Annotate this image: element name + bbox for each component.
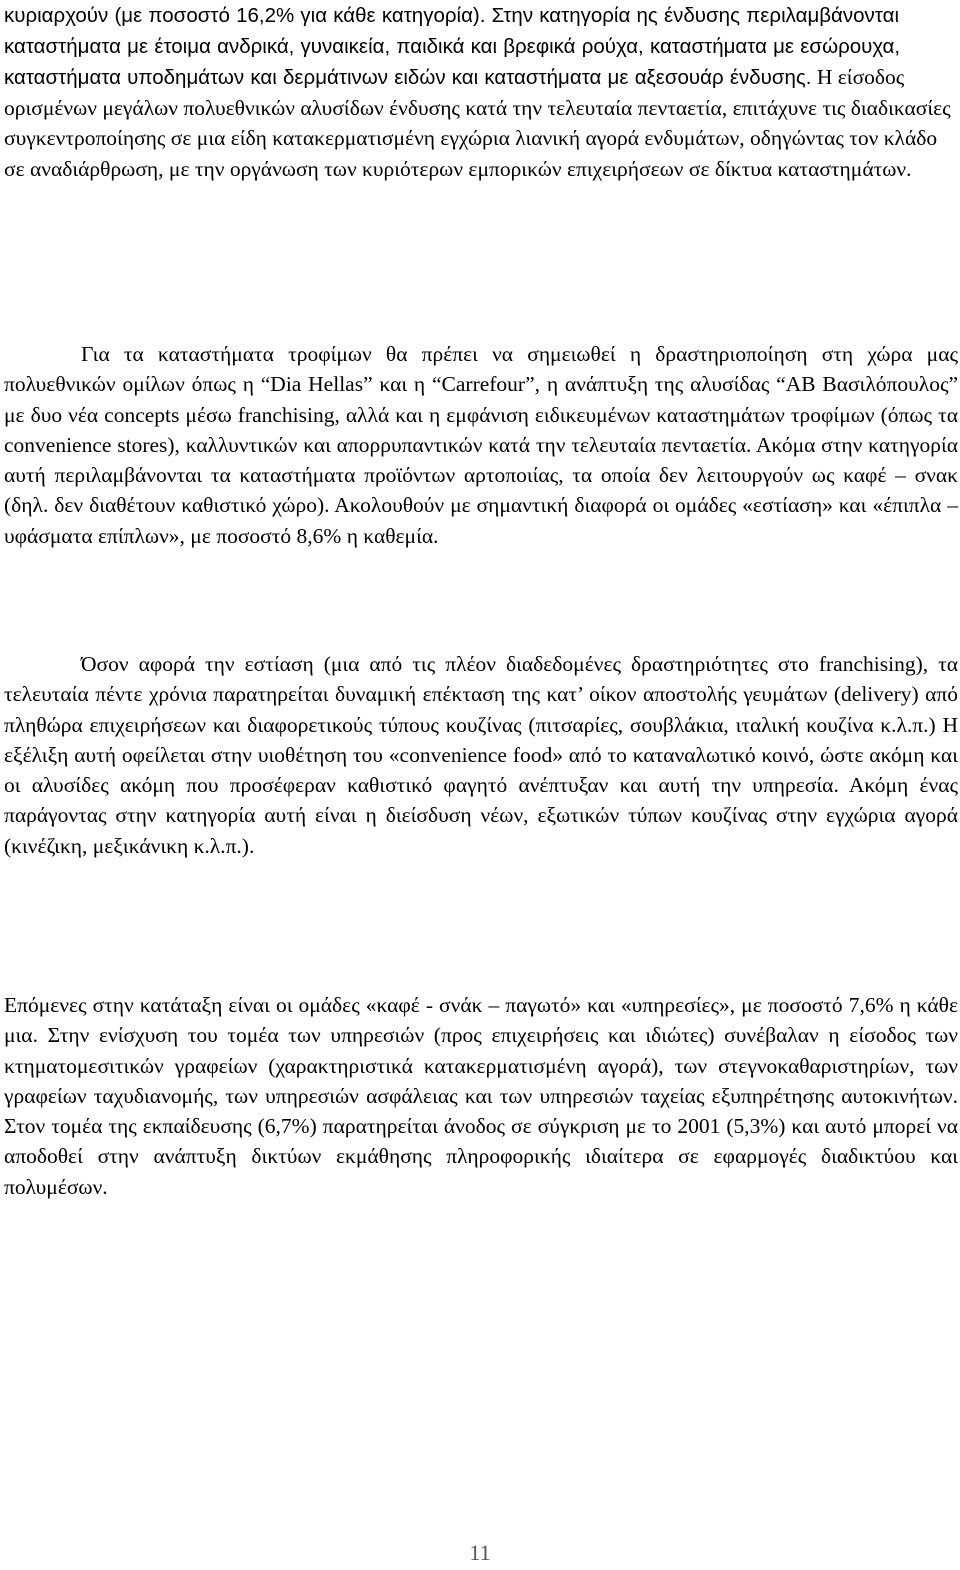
page-number: 11 bbox=[469, 1540, 491, 1565]
paragraph-services-education: Επόμενες στην κατάταξη είναι οι ομάδες «καφέ - σνάκ – παγωτό» και «υπηρεσίες», με ποσοστό 7,6% η κάθε μια. Στην ενίσχυση του τομέα των υπηρεσιών (προς επιχειρήσεις και ιδιώτες) συνέβαλαν η είσοδος των κτηματομεσιτικών γραφείων (χαρακτηριστικά κατακερματισμένη αγορά), των στεγνοκαθαριστηρίων, των γραφείων ταχυδιανομής, των υπηρεσιών ασφάλειας και των υπηρεσιών ταχείας εξυπηρέτησης αυτοκινήτων. Στον τομέα της εκπαίδευσης (6,7%) παρατηρείται άνοδος σε σύγκριση με το 2001 (5,3%) και αυτό μπορεί να αποδοθεί στην ανάπτυξη δικτύων εκμάθησης πληροφορικής ιδιαίτερα σε εφαρμογές διαδικτύου και πολυμέσων. bbox=[4, 993, 958, 1199]
paragraph-food-service: Όσον αφορά την εστίαση (μια από τις πλέον διαδεδομένες δραστηριότητες στο franchising), τα τελευταία πέντε χρόνια παρατηρείται δυναμική επέκταση της κατ’ οίκον αποστολής γευμάτων (delivery) από πληθώρα επιχειρήσεων και διαφορετικούς τύπους κουζίνας (πιτσαρίες, σουβλάκια, ιταλική κουζίνα κ.λ.π.) Η εξέλιξη αυτή οφείλεται στην υιοθέτηση του «convenience food» από το καταναλωτικό κοινό, ώστε ακόμη και οι αλυσίδες ακόμη που προσέφεραν καθιστικό φαγητό ανέπτυξαν και αυτή την υπηρεσία. Ακόμη ένας παράγοντας στην κατηγορία αυτή είναι η διείσδυση νέων, εξωτικών τύπων κουζίνας στην εγχώρια αγορά (κινέζικη, μεξικάνικη κ.λ.π.). bbox=[4, 652, 958, 858]
paragraph-clothing-part-2: Η είσοδος ορισμένων μεγάλων πολυεθνικών αλυσίδων ένδυσης κατά την τελευταία πενταετία, επιτάχυνε τις διαδικασίες συγκεντροποίησης σε μια είδη κατακερματισμένη εγχώρια λιανική αγορά ενδυμάτων, οδηγώντας τον κλάδο σε αναδιάρθρωση, με την οργάνωση των κυριότερων εμπορικών επιχειρήσεων σε δίκτυα καταστημάτων. bbox=[4, 65, 951, 181]
paragraph-clothing-stores bbox=[4, 0, 958, 184]
paragraph-clothing-part-1: κυριαρχούν (με ποσοστό 16,2% για κάθε κατηγορία). Στην κατηγορία ης ένδυσης περιλαμβάνονται καταστήματα με έτοιμα ανδρικά, γυναικεία, παιδικά και βρεφικά ρούχα, καταστήματα με εσώρουχα, καταστήματα υποδημάτων και δερμάτινων ειδών και καταστήματα με αξεσουάρ ένδυσης. bbox=[4, 4, 901, 89]
paragraph-food-stores: Για τα καταστήματα τροφίμων θα πρέπει να σημειωθεί η δραστηριοποίηση στη χώρα μας πολυεθνικών ομίλων όπως η “Dia Hellas” και η “Carrefour”, η ανάπτυξη της αλυσίδας “ΑΒ Βασιλόπουλος” με δυο νέα concepts μέσω franchising, αλλά και η εμφάνιση ειδικευμένων καταστημάτων τροφίμων (όπως τα convenience stores), καλλυντικών και απορρυπαντικών κατά την τελευταία πενταετία. Ακόμα στην κατηγορία αυτή περιλαμβάνονται τα καταστήματα προϊόντων αρτοποιίας, τα οποία δεν λειτουργούν ως καφέ – σνακ (δηλ. δεν διαθέτουν καθιστικό χώρο). Ακολουθούν με σημαντική διαφορά οι ομάδες «εστίαση» και «έπιπλα – υφάσματα επίπλων», με ποσοστό 8,6% η καθεμία. bbox=[4, 342, 958, 548]
